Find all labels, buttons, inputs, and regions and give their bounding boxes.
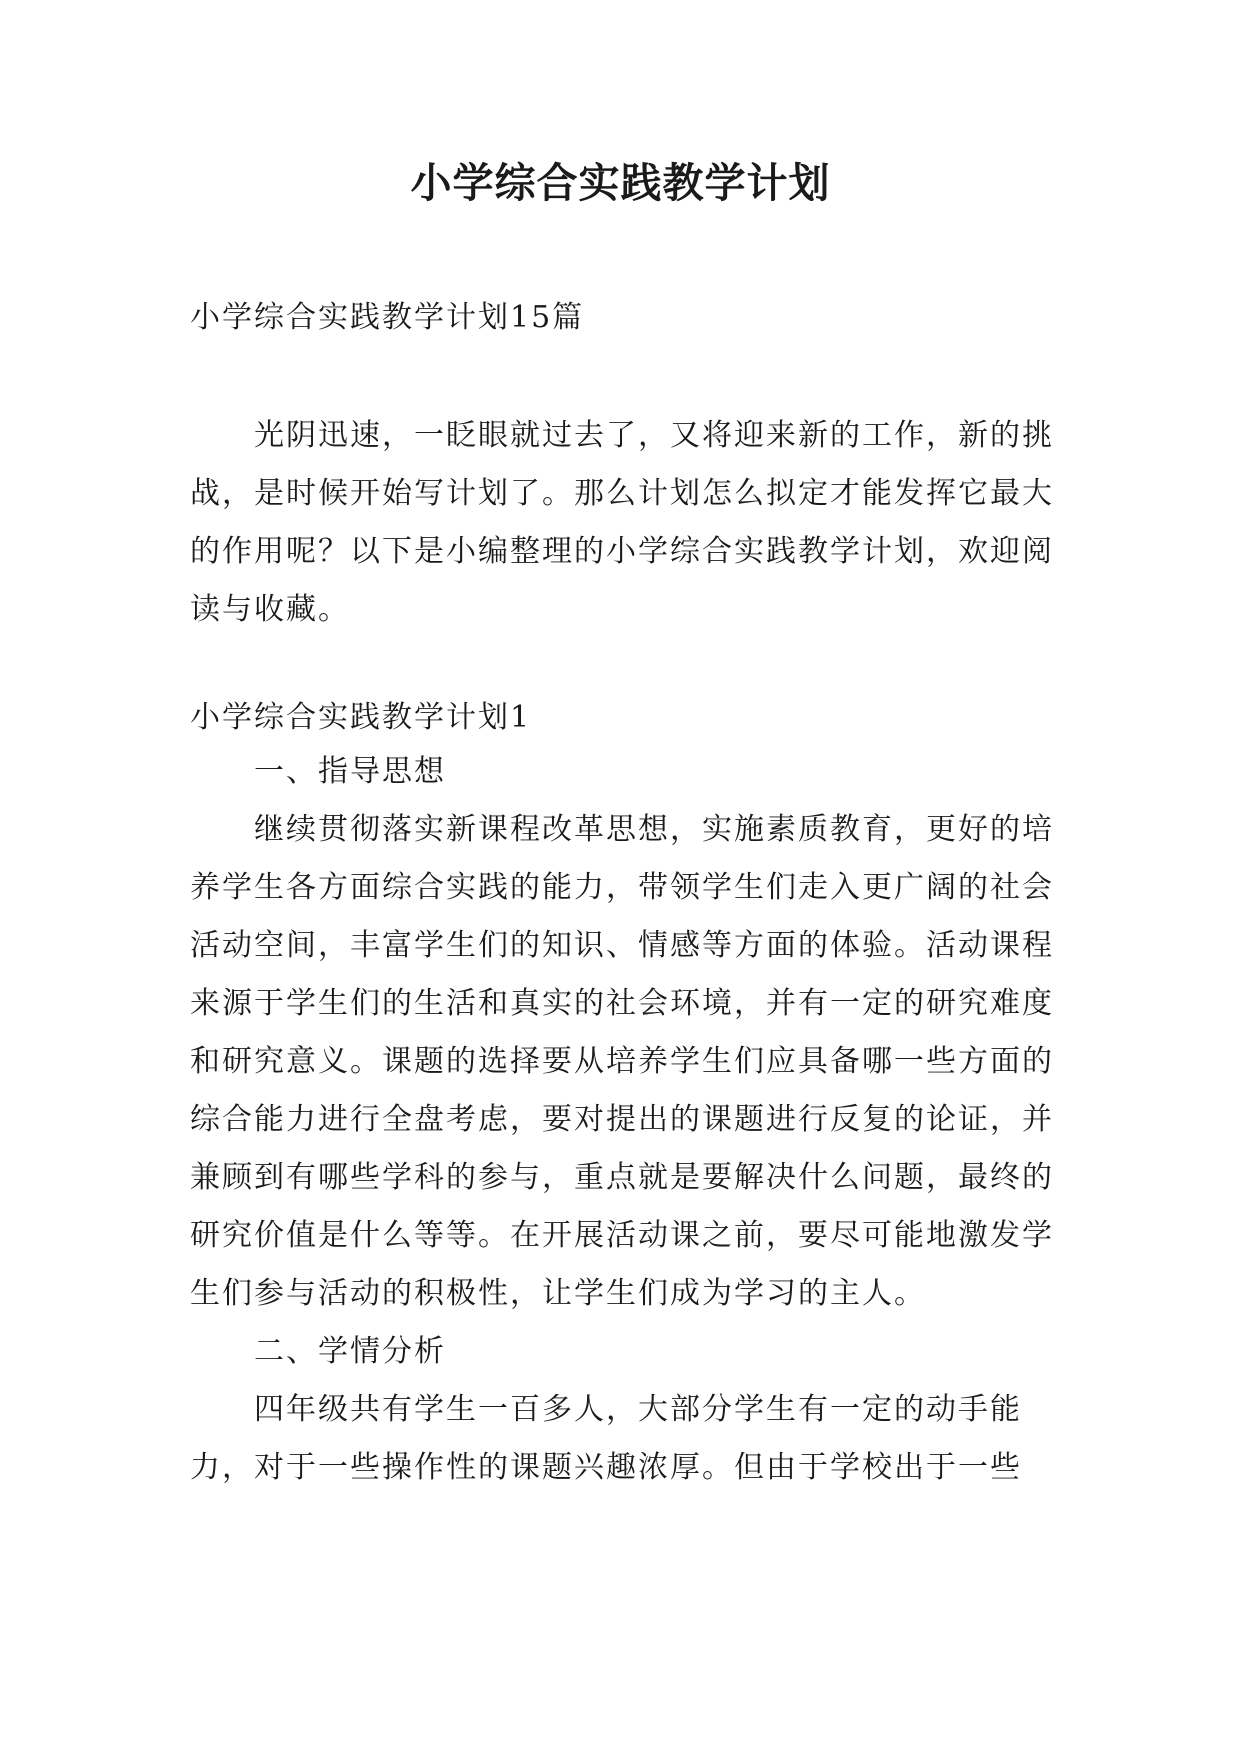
paragraph-student-analysis: 四年级共有学生一百多人，大部分学生有一定的动手能力，对于一些操作性的课题兴趣浓厚。但由于学校出于一些 [190,1392,1022,1485]
paragraph-guiding-thought: 继续贯彻落实新课程改革思想，实施素质教育，更好的培养学生各方面综合实践的能力，带领学生们走入更广阔的社会活动空间，丰富学生们的知识、情感等方面的体验。活动课程来源于学生们的生活和真实的社会环境，并有一定的研究难度和研究意义。课题的选择要从培养学生们应具备哪一些方面的综合能力进行全盘考虑，要对提出的课题进行反复的论证，并兼顾到有哪些学科的参与，重点就是要解决什么问题，最终的研究价值是什么等等。在开展活动课之前，要尽可能地激发学生们参与活动的积极性，让学生们成为学习的主人。 [190,812,1054,1311]
heading-guiding-thought: 一、指导思想 [254,754,446,789]
document-title: 小学综合实践教学计划 [410,159,831,207]
intro-paragraph: 光阴迅速，一眨眼就过去了，又将迎来新的工作，新的挑战，是时候开始写计划了。那么计划怎么拟定才能发挥它最大的作用呢？以下是小编整理的小学综合实践教学计划，欢迎阅读与收藏。 [190,418,1054,627]
heading-student-analysis: 二、学情分析 [254,1334,446,1369]
section-title: 小学综合实践教学计划1 [190,700,532,735]
document-subtitle: 小学综合实践教学计划15篇 [190,300,585,335]
document-body [190,743,1070,1497]
